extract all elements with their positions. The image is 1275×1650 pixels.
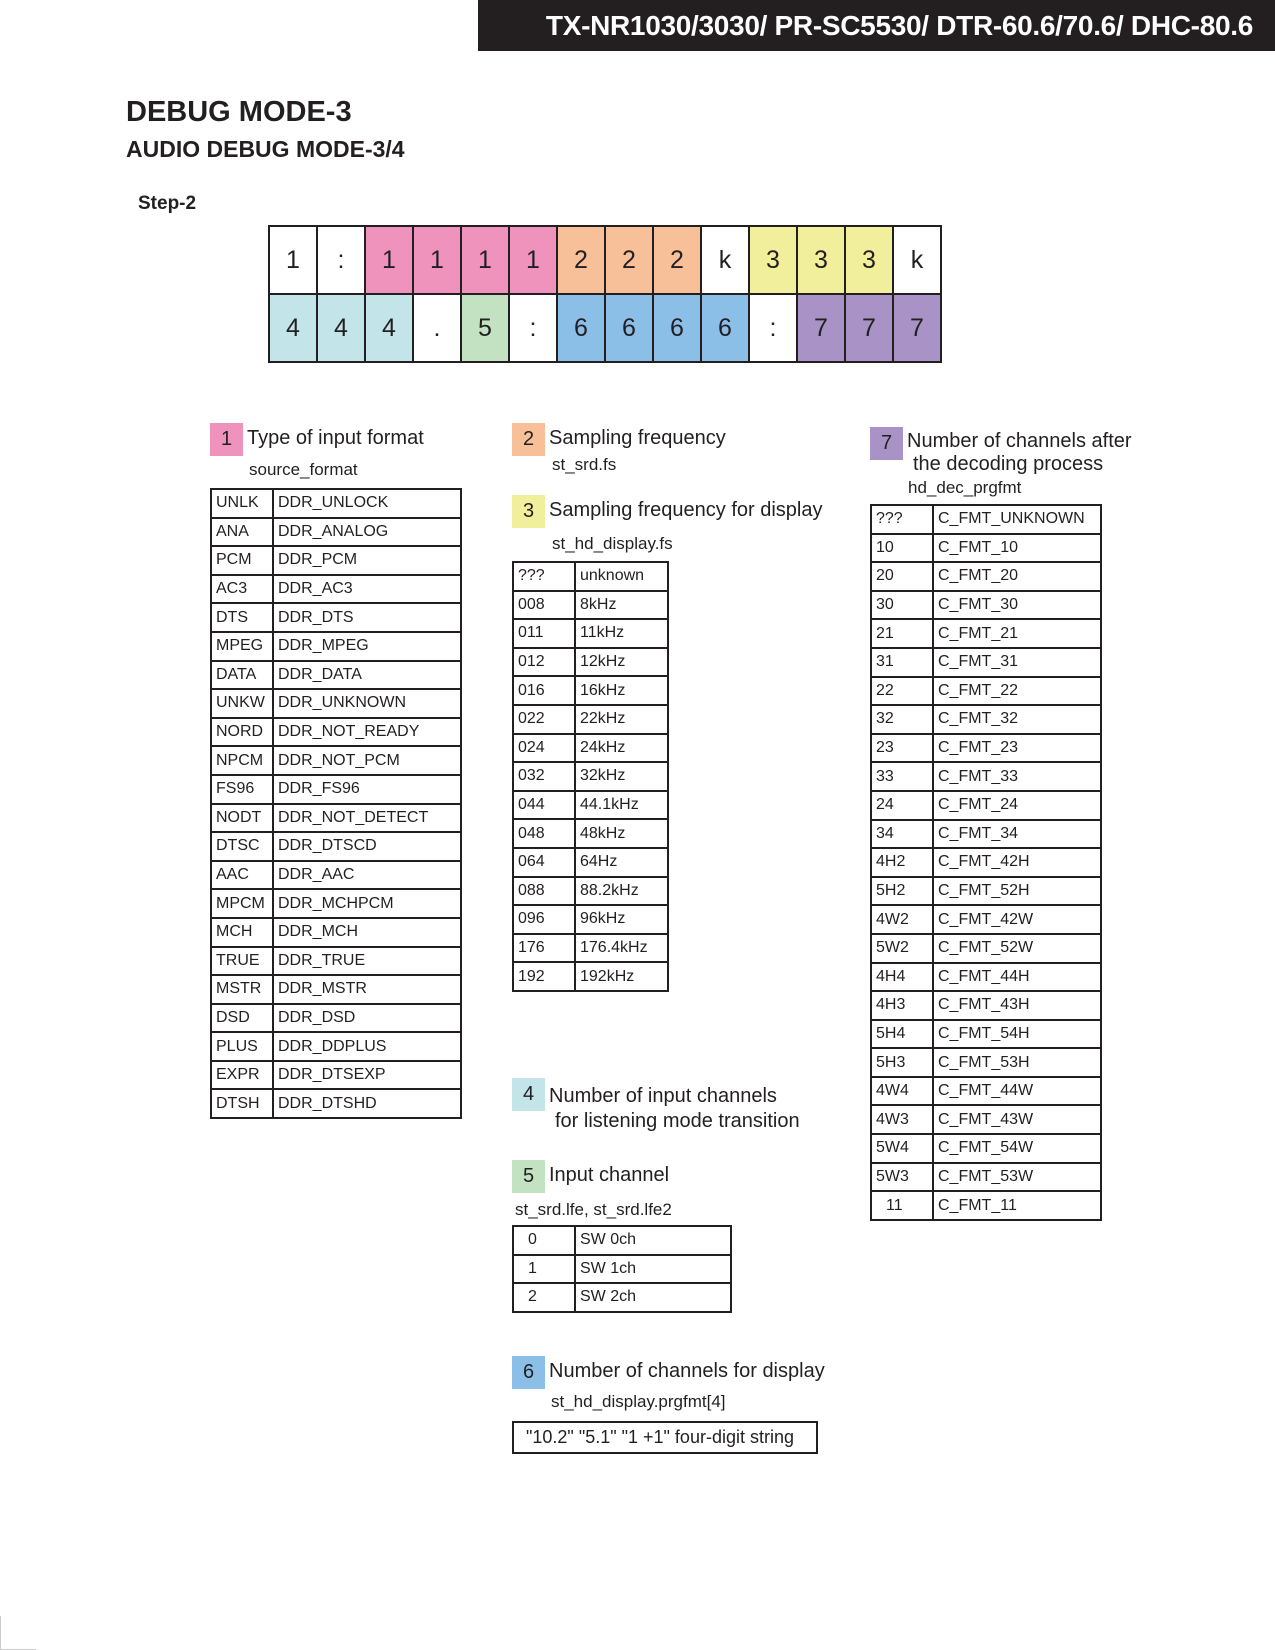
legend-title-4-line-2: for listening mode transition <box>555 1110 800 1132</box>
display-grid-row-2 <box>269 294 941 362</box>
table-cell-code: DTSC <box>211 832 273 861</box>
display-grid-cell: 3 <box>749 226 797 294</box>
table-row <box>871 591 1101 620</box>
table-cell-code: 008 <box>513 591 575 620</box>
table-cell-value: C_FMT_42W <box>933 905 1101 934</box>
table-row <box>513 1283 731 1312</box>
table-cell-value: SW 1ch <box>575 1255 731 1284</box>
table-cell-code: 21 <box>871 619 933 648</box>
table-row <box>513 791 668 820</box>
legend-badge-4: 4 <box>512 1078 545 1111</box>
table-row <box>211 603 461 632</box>
table-cell-value: 96kHz <box>575 905 668 934</box>
table-cell-code: 022 <box>513 705 575 734</box>
table-cell-code: AC3 <box>211 575 273 604</box>
display-grid <box>268 225 942 363</box>
table-cell-value: 24kHz <box>575 734 668 763</box>
table-cell-value: C_FMT_52H <box>933 877 1101 906</box>
table-cell-code: 4W3 <box>871 1105 933 1134</box>
display-grid-cell: 6 <box>557 294 605 362</box>
display-grid-cell: 1 <box>365 226 413 294</box>
table-row <box>211 804 461 833</box>
table-cell-code: 024 <box>513 734 575 763</box>
table-row <box>211 775 461 804</box>
table-display-fs <box>512 561 669 992</box>
table-cell-value: DDR_MSTR <box>273 975 461 1004</box>
table-cell-value: DDR_DTSHD <box>273 1089 461 1118</box>
table-cell-code: 20 <box>871 562 933 591</box>
table-cell-value: 48kHz <box>575 819 668 848</box>
table-cell-value: unknown <box>575 562 668 591</box>
table-cell-value: C_FMT_23 <box>933 734 1101 763</box>
table-cell-value: C_FMT_31 <box>933 648 1101 677</box>
table-cell-value: C_FMT_53H <box>933 1048 1101 1077</box>
table-cell-code: 24 <box>871 791 933 820</box>
table-cell-code: 1 <box>513 1255 575 1284</box>
table-cell-value: 22kHz <box>575 705 668 734</box>
display-grid-cell: 5 <box>461 294 509 362</box>
legend-6-value-box: "10.2" "5.1" "1 +1" four-digit string <box>512 1421 818 1454</box>
table-dec-prgfmt <box>870 504 1102 1221</box>
table-cell-value: C_FMT_11 <box>933 1191 1101 1220</box>
table-cell-value: DDR_DTS <box>273 603 461 632</box>
table-cell-code: TRUE <box>211 947 273 976</box>
legend-var-6: st_hd_display.prgfmt[4] <box>551 1392 726 1411</box>
table-cell-value: DDR_FS96 <box>273 775 461 804</box>
table-cell-code: 0 <box>513 1226 575 1255</box>
table-source-format <box>210 488 462 1119</box>
table-row <box>871 1077 1101 1106</box>
table-cell-code: 33 <box>871 762 933 791</box>
table-cell-value: C_FMT_44W <box>933 1077 1101 1106</box>
table-cell-code: 088 <box>513 877 575 906</box>
table-cell-code: 11 <box>871 1191 933 1220</box>
table-row <box>871 1134 1101 1163</box>
table-cell-value: C_FMT_10 <box>933 534 1101 563</box>
table-row <box>871 534 1101 563</box>
table-cell-value: C_FMT_21 <box>933 619 1101 648</box>
table-cell-value: DDR_DDPLUS <box>273 1032 461 1061</box>
table-cell-value: C_FMT_24 <box>933 791 1101 820</box>
table-cell-value: C_FMT_30 <box>933 591 1101 620</box>
legend-title-1: Type of input format <box>247 427 424 449</box>
table-cell-value: C_FMT_32 <box>933 705 1101 734</box>
table-row <box>211 861 461 890</box>
table-row <box>211 632 461 661</box>
table-row <box>211 947 461 976</box>
legend-5 <box>512 1160 669 1193</box>
table-cell-value: DDR_ANALOG <box>273 518 461 547</box>
table-row <box>513 877 668 906</box>
table-cell-code: NODT <box>211 804 273 833</box>
table-cell-value: DDR_DSD <box>273 1004 461 1033</box>
table-row <box>513 819 668 848</box>
table-row <box>513 734 668 763</box>
legend-4 <box>512 1078 800 1134</box>
table-cell-value: C_FMT_UNKNOWN <box>933 505 1101 534</box>
table-cell-value: 32kHz <box>575 762 668 791</box>
table-cell-code: PLUS <box>211 1032 273 1061</box>
table-row <box>871 848 1101 877</box>
display-grid-cell: : <box>749 294 797 362</box>
table-cell-code: 012 <box>513 648 575 677</box>
table-cell-code: 5W2 <box>871 934 933 963</box>
legend-var-2: st_srd.fs <box>552 455 617 474</box>
table-cell-value: C_FMT_52W <box>933 934 1101 963</box>
display-grid-cell: 3 <box>845 226 893 294</box>
table-cell-value: 12kHz <box>575 648 668 677</box>
table-row <box>871 734 1101 763</box>
table-row <box>211 575 461 604</box>
table-row <box>513 562 668 591</box>
table-row <box>211 718 461 747</box>
display-grid-cell: 6 <box>605 294 653 362</box>
table-row <box>513 762 668 791</box>
legend-6 <box>512 1356 825 1389</box>
table-cell-value: DDR_NOT_PCM <box>273 746 461 775</box>
display-grid-cell: 7 <box>797 294 845 362</box>
table-row <box>513 934 668 963</box>
table-cell-code: AAC <box>211 861 273 890</box>
table-cell-value: SW 2ch <box>575 1283 731 1312</box>
table-cell-code: NPCM <box>211 746 273 775</box>
legend-badge-7: 7 <box>870 427 903 460</box>
display-grid-cell: 2 <box>605 226 653 294</box>
table-row <box>871 963 1101 992</box>
table-row <box>871 619 1101 648</box>
display-grid-cell: 1 <box>461 226 509 294</box>
table-cell-code: 5H2 <box>871 877 933 906</box>
table-row <box>513 848 668 877</box>
table-cell-value: C_FMT_54H <box>933 1020 1101 1049</box>
display-grid-cell: 6 <box>653 294 701 362</box>
display-grid-cell: 4 <box>317 294 365 362</box>
table-row <box>871 877 1101 906</box>
table-cell-value: 176.4kHz <box>575 934 668 963</box>
table-row <box>871 934 1101 963</box>
table-cell-value: DDR_UNKNOWN <box>273 689 461 718</box>
table-row <box>211 518 461 547</box>
table-cell-value: DDR_MCHPCM <box>273 889 461 918</box>
table-cell-code: MPCM <box>211 889 273 918</box>
table-row <box>513 619 668 648</box>
legend-title-4 <box>549 1078 800 1134</box>
table-row <box>513 676 668 705</box>
table-cell-code: 032 <box>513 762 575 791</box>
table-row <box>211 1089 461 1118</box>
display-grid-cell: 6 <box>701 294 749 362</box>
display-grid-cell: 3 <box>797 226 845 294</box>
legend-badge-2: 2 <box>512 423 545 456</box>
table-cell-code: 4H3 <box>871 991 933 1020</box>
table-cell-code: MSTR <box>211 975 273 1004</box>
table-cell-code: NORD <box>211 718 273 747</box>
table-row <box>211 661 461 690</box>
display-grid-cell: . <box>413 294 461 362</box>
display-grid-cell: : <box>317 226 365 294</box>
table-cell-value: DDR_MCH <box>273 918 461 947</box>
display-grid-cell: 2 <box>557 226 605 294</box>
step-label: Step-2 <box>138 193 197 214</box>
table-cell-value: DDR_NOT_READY <box>273 718 461 747</box>
table-row <box>211 689 461 718</box>
table-row <box>211 546 461 575</box>
display-grid-cell: 1 <box>413 226 461 294</box>
table-input-channel <box>512 1225 732 1313</box>
table-cell-value: C_FMT_54W <box>933 1134 1101 1163</box>
page-title: DEBUG MODE-3 <box>126 96 352 128</box>
table-cell-value: DDR_UNLOCK <box>273 489 461 518</box>
legend-var-3: st_hd_display.fs <box>552 534 673 553</box>
table-cell-value: 16kHz <box>575 676 668 705</box>
table-cell-value: C_FMT_43W <box>933 1105 1101 1134</box>
table-cell-code: 10 <box>871 534 933 563</box>
table-cell-value: C_FMT_44H <box>933 963 1101 992</box>
table-cell-code: 23 <box>871 734 933 763</box>
table-cell-code: 011 <box>513 619 575 648</box>
table-cell-code: 048 <box>513 819 575 848</box>
table-cell-code: DATA <box>211 661 273 690</box>
table-row <box>871 648 1101 677</box>
table-cell-code: EXPR <box>211 1061 273 1090</box>
display-grid-cell: k <box>893 226 941 294</box>
table-row <box>871 1048 1101 1077</box>
table-cell-code: 016 <box>513 676 575 705</box>
table-row <box>211 489 461 518</box>
table-cell-code: 4H4 <box>871 963 933 992</box>
table-cell-value: C_FMT_53W <box>933 1163 1101 1192</box>
legend-title-2: Sampling frequency <box>549 427 726 449</box>
table-cell-value: DDR_DATA <box>273 661 461 690</box>
legend-var-5: st_srd.lfe, st_srd.lfe2 <box>515 1200 672 1219</box>
legend-3 <box>512 495 822 528</box>
table-cell-value: 64Hz <box>575 848 668 877</box>
table-row <box>871 677 1101 706</box>
table-cell-code: 30 <box>871 591 933 620</box>
table-cell-code: DTSH <box>211 1089 273 1118</box>
table-cell-value: DDR_DTSCD <box>273 832 461 861</box>
page-subtitle: AUDIO DEBUG MODE-3/4 <box>126 136 405 162</box>
table-cell-code: 4W4 <box>871 1077 933 1106</box>
table-cell-code: MCH <box>211 918 273 947</box>
table-row <box>211 1004 461 1033</box>
table-cell-code: DSD <box>211 1004 273 1033</box>
table-cell-value: C_FMT_43H <box>933 991 1101 1020</box>
table-cell-value: C_FMT_20 <box>933 562 1101 591</box>
table-row <box>513 591 668 620</box>
display-grid-cell: 7 <box>845 294 893 362</box>
table-row <box>513 962 668 991</box>
display-grid-cell: 2 <box>653 226 701 294</box>
table-cell-value: 8kHz <box>575 591 668 620</box>
table-cell-code: UNKW <box>211 689 273 718</box>
table-cell-code: 4H2 <box>871 848 933 877</box>
legend-title-7-line-2: the decoding process <box>913 453 1104 475</box>
table-row <box>211 918 461 947</box>
table-row <box>513 705 668 734</box>
legend-2 <box>512 423 726 456</box>
legend-title-6: Number of channels for display <box>549 1360 825 1382</box>
table-row <box>211 1032 461 1061</box>
table-row <box>871 1191 1101 1220</box>
table-row <box>871 1105 1101 1134</box>
table-row <box>211 746 461 775</box>
table-row <box>513 648 668 677</box>
table-cell-code: 5W4 <box>871 1134 933 1163</box>
table-cell-value: 88.2kHz <box>575 877 668 906</box>
table-cell-value: 44.1kHz <box>575 791 668 820</box>
table-cell-code: MPEG <box>211 632 273 661</box>
table-row <box>211 889 461 918</box>
table-cell-value: DDR_AAC <box>273 861 461 890</box>
table-row <box>211 832 461 861</box>
table-row <box>513 1255 731 1284</box>
table-cell-code: ??? <box>513 562 575 591</box>
display-grid-cell: : <box>509 294 557 362</box>
table-cell-code: 4W2 <box>871 905 933 934</box>
model-title: TX-NR1030/3030/ PR-SC5530/ DTR-60.6/70.6/ DHC-80.6 <box>545 9 1253 41</box>
table-cell-code: 31 <box>871 648 933 677</box>
table-row <box>871 791 1101 820</box>
legend-title-7-line-1: Number of channels after <box>907 430 1132 452</box>
legend-title-5: Input channel <box>549 1164 670 1186</box>
page-corner-mark <box>0 1616 36 1650</box>
table-cell-code: 064 <box>513 848 575 877</box>
table-cell-code: 2 <box>513 1283 575 1312</box>
table-cell-code: ANA <box>211 518 273 547</box>
display-grid-cell: k <box>701 226 749 294</box>
table-row <box>871 505 1101 534</box>
table-cell-value: DDR_DTSEXP <box>273 1061 461 1090</box>
table-row <box>871 991 1101 1020</box>
table-row <box>871 820 1101 849</box>
table-cell-code: UNLK <box>211 489 273 518</box>
table-cell-value: DDR_TRUE <box>273 947 461 976</box>
table-row <box>871 905 1101 934</box>
legend-title-3: Sampling frequency for display <box>549 499 823 521</box>
table-cell-value: 192kHz <box>575 962 668 991</box>
display-grid-cell: 7 <box>893 294 941 362</box>
legend-badge-5: 5 <box>512 1160 545 1193</box>
model-header-bar <box>478 0 1275 51</box>
table-cell-code: DTS <box>211 603 273 632</box>
table-cell-code: 192 <box>513 962 575 991</box>
display-grid-cell: 1 <box>269 226 317 294</box>
legend-badge-6: 6 <box>512 1356 545 1389</box>
table-cell-value: C_FMT_42H <box>933 848 1101 877</box>
table-row <box>871 762 1101 791</box>
table-row <box>211 1061 461 1090</box>
table-cell-value: DDR_NOT_DETECT <box>273 804 461 833</box>
table-row <box>871 562 1101 591</box>
table-row <box>871 1163 1101 1192</box>
table-cell-value: DDR_AC3 <box>273 575 461 604</box>
table-cell-code: 34 <box>871 820 933 849</box>
display-grid-cell: 4 <box>365 294 413 362</box>
table-cell-code: 5H3 <box>871 1048 933 1077</box>
legend-var-1: source_format <box>249 460 358 479</box>
display-grid-cell: 1 <box>509 226 557 294</box>
table-row <box>513 1226 731 1255</box>
table-row <box>513 905 668 934</box>
table-row <box>871 1020 1101 1049</box>
legend-title-4-line-1: Number of input channels <box>549 1085 777 1107</box>
legend-title-7 <box>907 427 1132 476</box>
table-cell-code: PCM <box>211 546 273 575</box>
table-cell-value: C_FMT_34 <box>933 820 1101 849</box>
table-cell-code: FS96 <box>211 775 273 804</box>
display-grid-cell: 4 <box>269 294 317 362</box>
legend-7 <box>870 427 1132 476</box>
legend-badge-1: 1 <box>210 423 243 456</box>
table-cell-code: 22 <box>871 677 933 706</box>
table-cell-code: ??? <box>871 505 933 534</box>
table-cell-value: DDR_MPEG <box>273 632 461 661</box>
table-cell-value: SW 0ch <box>575 1226 731 1255</box>
table-cell-value: C_FMT_22 <box>933 677 1101 706</box>
table-cell-code: 32 <box>871 705 933 734</box>
table-cell-code: 5W3 <box>871 1163 933 1192</box>
legend-badge-3: 3 <box>512 495 545 528</box>
table-cell-code: 176 <box>513 934 575 963</box>
table-cell-value: C_FMT_33 <box>933 762 1101 791</box>
table-cell-code: 5H4 <box>871 1020 933 1049</box>
table-cell-code: 096 <box>513 905 575 934</box>
table-cell-value: 11kHz <box>575 619 668 648</box>
legend-1 <box>210 423 424 456</box>
table-cell-code: 044 <box>513 791 575 820</box>
table-row <box>871 705 1101 734</box>
table-row <box>211 975 461 1004</box>
table-cell-value: DDR_PCM <box>273 546 461 575</box>
legend-var-7: hd_dec_prgfmt <box>908 478 1022 497</box>
display-grid-row-1 <box>269 226 941 294</box>
